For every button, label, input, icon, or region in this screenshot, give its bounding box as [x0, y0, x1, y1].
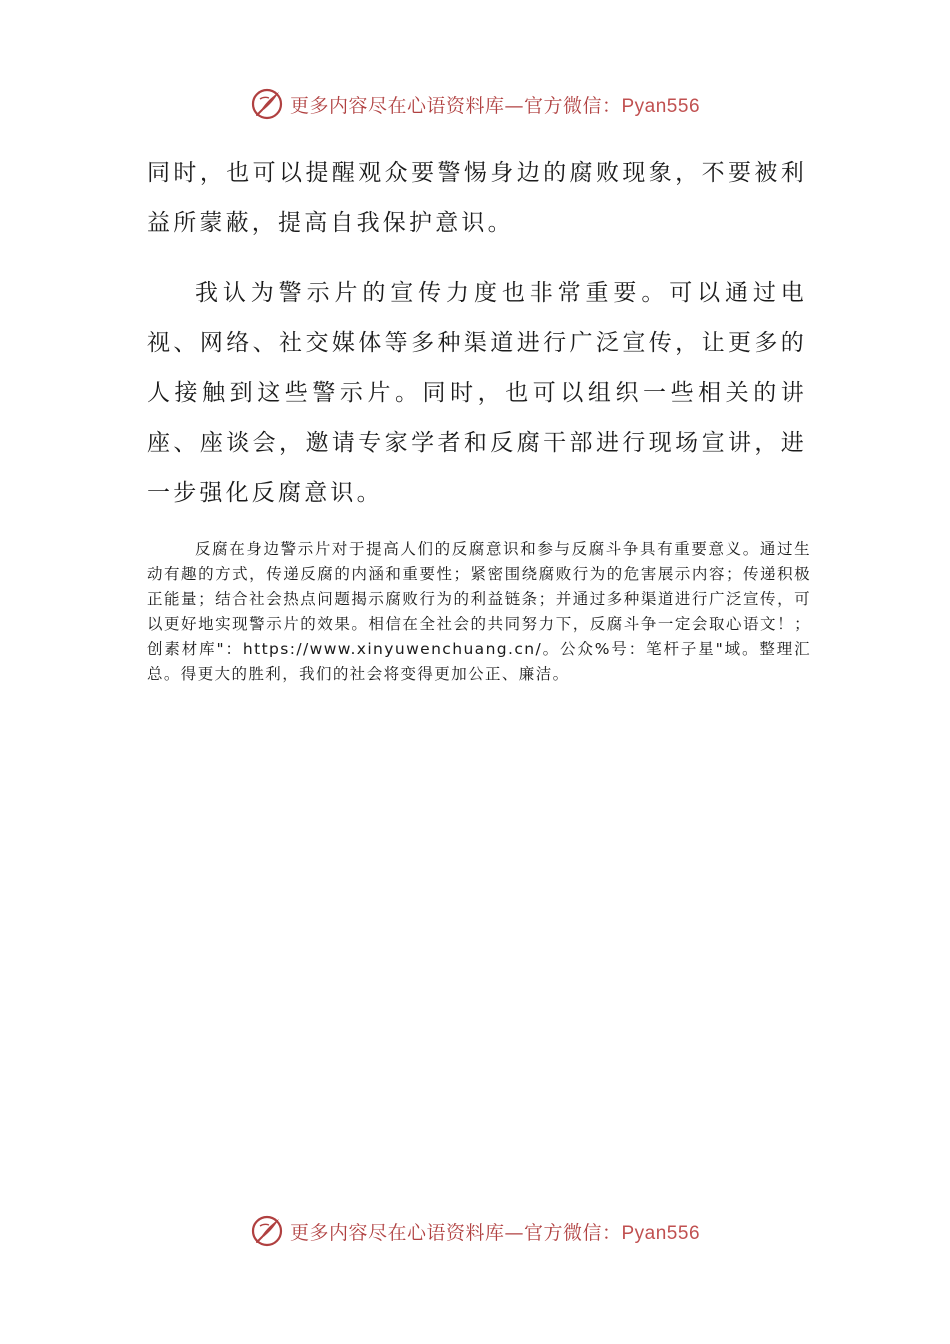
paragraph-1: 同时，也可以提醒观众要警惕身边的腐败现象，不要被利益所蒙蔽，提高自我保护意识。 — [147, 160, 807, 236]
header-banner — [0, 84, 950, 124]
banner-wechat-label: 官方微信： — [523, 94, 622, 117]
banner-text — [290, 1218, 700, 1245]
banner-wechat-label: 官方微信： — [523, 1221, 622, 1244]
banner-main-text: 更多内容尽在心语资料库 — [289, 1221, 505, 1244]
quill-pen-logo-icon — [250, 1214, 284, 1248]
banner-dash: — — [504, 94, 524, 117]
banner-dash: — — [504, 1221, 524, 1244]
quill-pen-logo-icon — [250, 87, 284, 121]
paragraph-2: 我认为警示片的宣传力度也非常重要。可以通过电视、网络、社交媒体等多种渠道进行广泛宣传，让更多的人接触到这些警示片。同时，也可以组织一些相关的讲座、座谈会，邀请专家学者和反腐干部进行现场宣讲，进一步强化反腐意识。 — [147, 280, 807, 506]
banner-text — [290, 91, 700, 118]
banner-wechat-id: Pyan556 — [621, 1222, 701, 1244]
banner-wechat-id: Pyan556 — [621, 95, 701, 117]
paragraph-3: 反腐在身边警示片对于提高人们的反腐意识和参与反腐斗争具有重要意义。通过生动有趣的方式，传递反腐的内涵和重要性；紧密围绕腐败行为的危害展示内容；传递积极正能量；结合社会热点问题揭示腐败行为的利益链条；并通过多种渠道进行广泛宣传，可以更好地实现警示片的效果。相信在全社会的共同努力下，反腐斗争一定会取心语文！；创素材库"：https://www.xinyuwenchuang.cn/。公众%号：笔杆子星"域。整理汇总。得更大的胜利，我们的社会将变得更加公正、廉洁。 — [147, 540, 811, 683]
banner-main-text: 更多内容尽在心语资料库 — [289, 94, 505, 117]
footer-banner — [0, 1211, 950, 1251]
